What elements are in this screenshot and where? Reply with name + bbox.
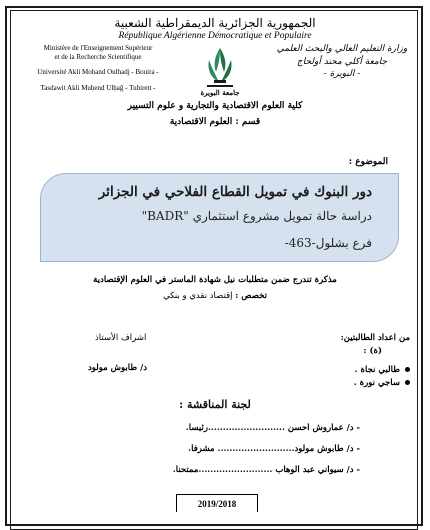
student-name: طالبي نجاة . xyxy=(354,365,400,375)
thesis-title: دور البنوك في تمويل القطاع الفلاحي في الجزائر xyxy=(98,184,372,200)
ministry-french-line1: Ministère de l'Enseignement Supérieur xyxy=(43,44,153,52)
bullet-icon xyxy=(405,367,410,372)
academic-year: 2019/2018 xyxy=(176,494,258,512)
subject-label: الموضوع : xyxy=(348,157,388,167)
faculty-name: كلية العلوم الاقتصادية والتجارية و علوم التسيير xyxy=(127,101,303,111)
student-item xyxy=(355,365,410,375)
specialization-value: إقتصاد نقدي و بنكي xyxy=(163,291,233,301)
prepared-by-suffix: (ة) : xyxy=(363,346,382,356)
committee-member: - د/ عماروش احسن ..........................رئيسا. xyxy=(185,423,360,433)
university-french-line1: Université Akli Mohand Oulhadj - Bouira - xyxy=(37,68,159,76)
specialization-row xyxy=(0,291,430,301)
memo-statement: مذكرة تندرج ضمن متطلبات نيل شهادة الماستر في العلوم الإقتصادية xyxy=(93,275,337,285)
logo-caption: جامعة البويرة xyxy=(200,88,240,97)
prepared-by-label: من اعداد الطالبتين: xyxy=(340,333,410,343)
student-item xyxy=(354,378,410,388)
committee-member: - د/ سيواني عبد الوهاب .........................ممتحنا. xyxy=(172,465,360,475)
ministry-french-line2: et de la Recherche Scientifique xyxy=(54,53,142,61)
specialization-label: تخصص : xyxy=(235,291,267,301)
bullet-icon xyxy=(405,380,410,385)
university-french-line2: Tasdawit Akli Muḥend Ulḥağ - Tubirett - xyxy=(40,84,156,92)
university-logo xyxy=(199,42,241,102)
republic-name-arabic: الجمهورية الجزائرية الديمقراطية الشعبية xyxy=(114,16,316,30)
student-name: ساجي نورة . xyxy=(353,378,400,388)
supervisor-label: اشراف الأستاذ xyxy=(95,333,147,343)
committee-title: لجنة المناقشة : xyxy=(179,398,251,411)
republic-name-french: République Algérienne Démocratique et Populaire xyxy=(118,31,312,41)
university-arabic-line2: - البويرة - xyxy=(323,69,361,79)
supervisor-name: د/ طابوش مولود xyxy=(88,363,148,373)
department-name: قسم : العلوم الاقتصادية xyxy=(169,117,261,127)
university-arabic-line1: جامعة أكلي محند أولحاج xyxy=(296,57,388,67)
committee-member: - د/ طابوش مولود.......................... مشرفا. xyxy=(188,444,360,454)
thesis-branch: فرع بشلول-463- xyxy=(284,236,372,250)
thesis-subtitle: دراسة حالة تمويل مشروع استثماري "BADR" xyxy=(141,209,372,223)
ministry-arabic: وزارة التعليم العالي والبحث العلمي xyxy=(276,44,408,54)
